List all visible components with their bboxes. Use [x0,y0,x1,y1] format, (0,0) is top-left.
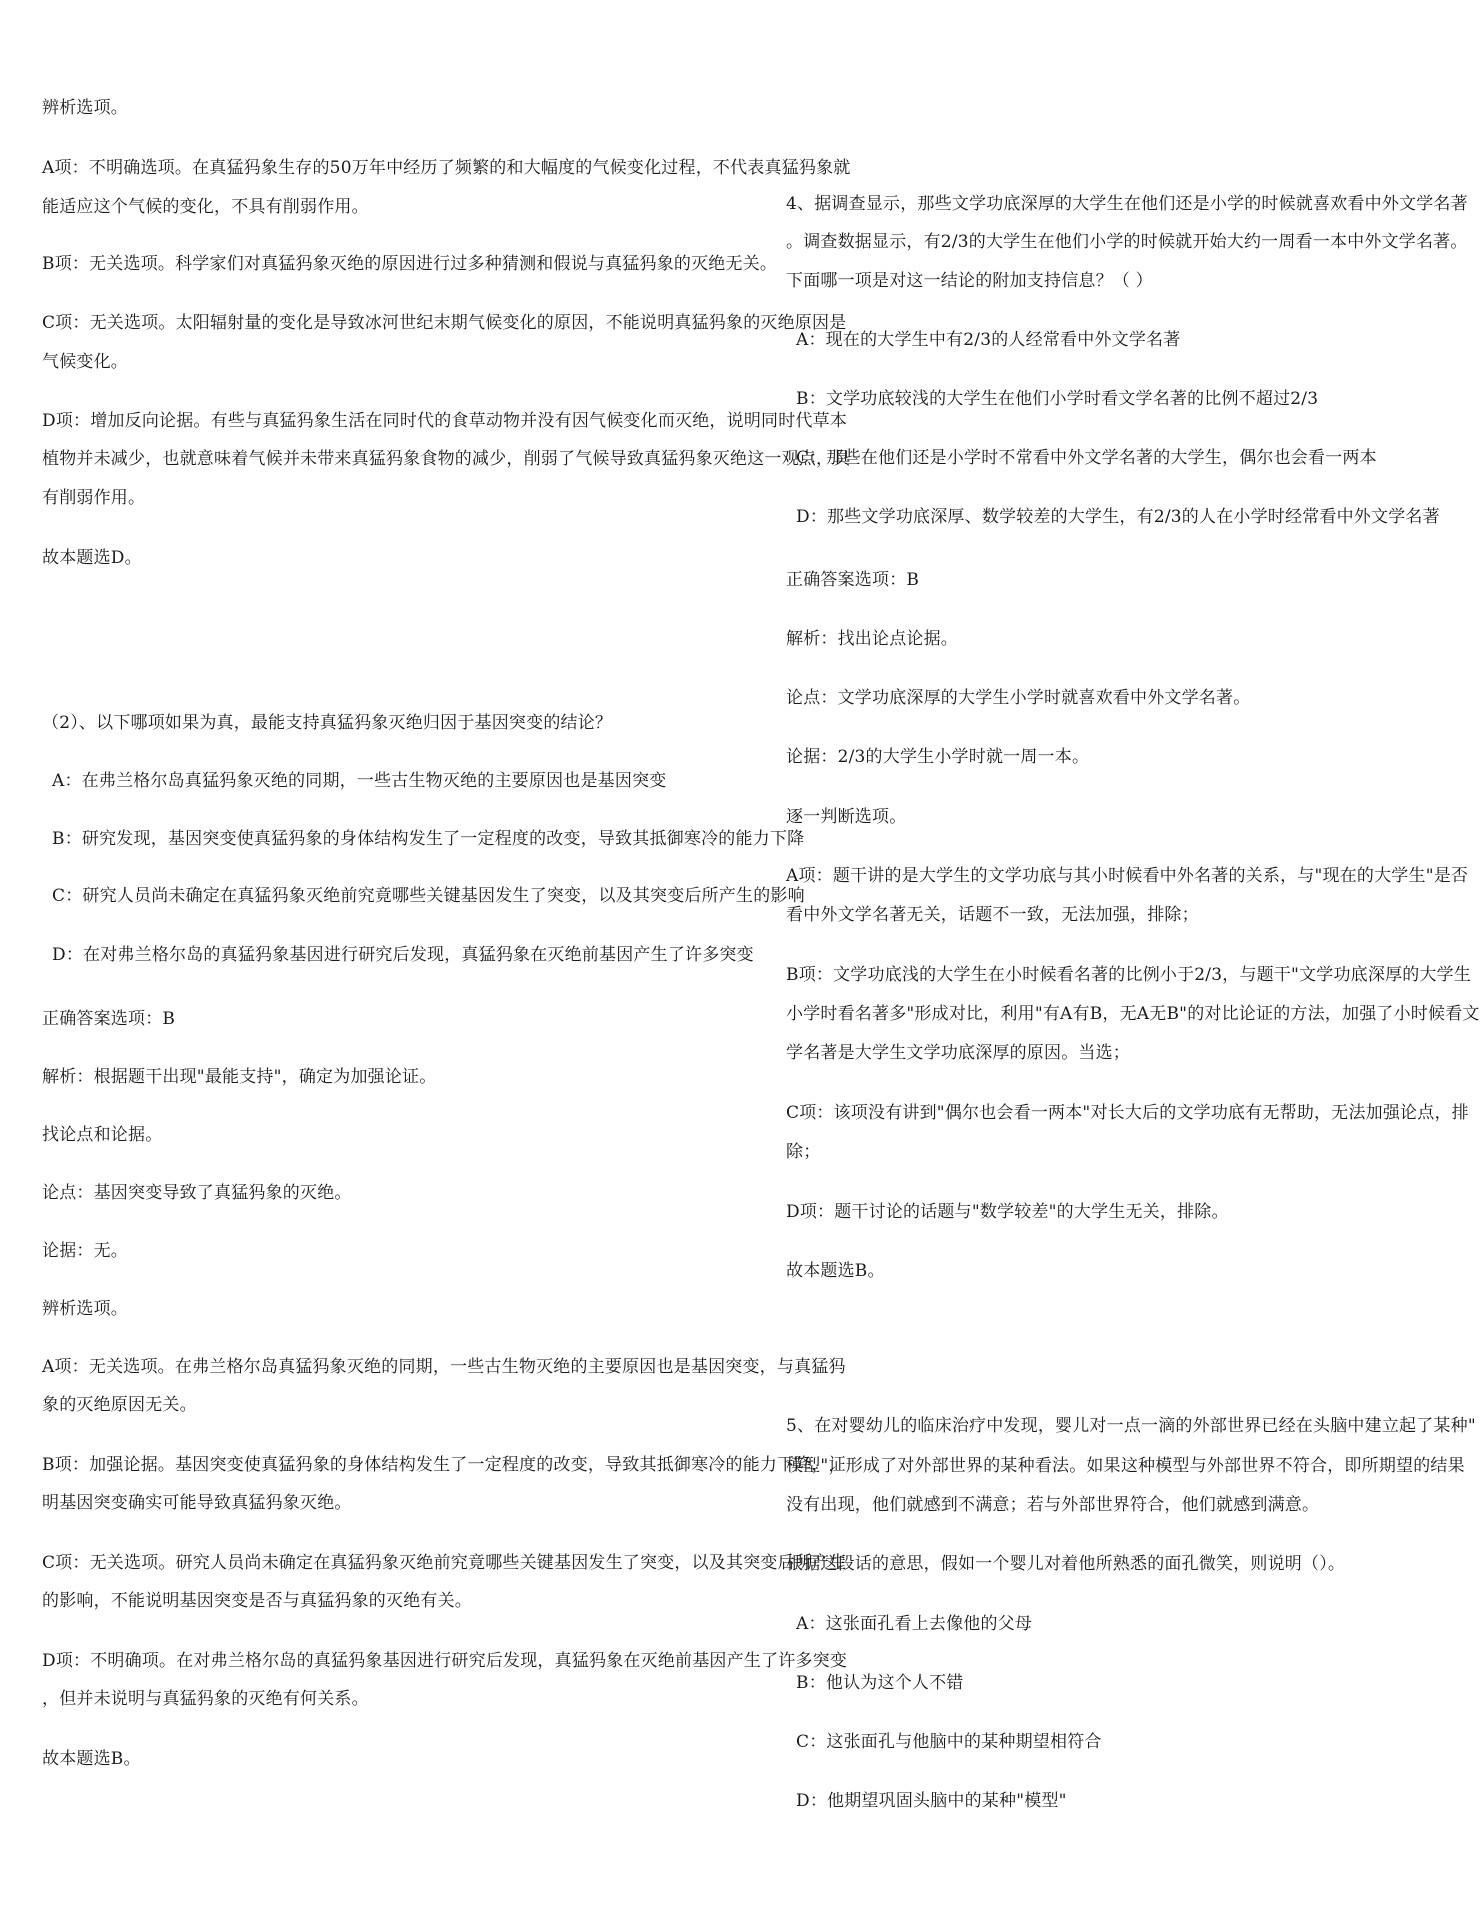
option-analysis-d-cont1: 植物并未减少，也就意味着气候并未带来真猛犸象食物的减少，削弱了气候导致真猛犸象灭绝这一观点，具 [42,449,851,469]
option-analysis-a-cont: 象的灭绝原因无关。 [42,1395,197,1415]
conclusion: 故本题选D。 [42,548,142,568]
option-analysis-c: C项：无关选项。研究人员尚未确定在真猛犸象灭绝前究竟哪些关键基因发生了突变，以及其突变后所产生 [42,1553,847,1573]
option-a: A：现在的大学生中有2/3的人经常看中外文学名著 [796,330,1181,350]
argument-evidence: 论据：无。 [42,1241,128,1261]
option-analysis-b-cont1: 小学时看名著多"形成对比，利用"有A有B，无A无B"的对比论证的方法，加强了小时候看文 [786,1004,1480,1024]
option-analysis-d-cont: ，但并未说明与真猛犸象的灭绝有何关系。 [42,1689,369,1709]
option-analysis-c-cont: 除； [786,1142,821,1162]
option-analysis-b: B项：无关选项。科学家们对真猛犸象灭绝的原因进行过多种猜测和假说与真猛犸象的灭绝无关。 [42,254,778,274]
option-c: C：这张面孔与他脑中的某种期望相符合 [796,1732,1102,1752]
argument-point: 论点：文学功底深厚的大学生小学时就喜欢看中外文学名著。 [786,688,1251,708]
option-b: B：文学功底较浅的大学生在他们小学时看文学名著的比例不超过2/3 [796,389,1319,409]
question-5-stem-cont1: 模型"，形成了对外部世界的某种看法。如果这种模型与外部世界不符合，即所期望的结果 [786,1456,1465,1476]
option-c: C：那些在他们还是小学时不常看中外文学名著的大学生，偶尔也会看一两本 [796,448,1377,468]
correct-answer: 正确答案选项：B [786,570,920,590]
question-4-stem: 4、据调查显示，那些文学功底深厚的大学生在他们还是小学的时候就喜欢看中外文学名著 [786,194,1468,214]
option-analysis-c: C项：无关选项。太阳辐射量的变化是导致冰河世纪末期气候变化的原因，不能说明真猛犸象的灭绝原因是 [42,313,847,333]
section-heading: 辨析选项。 [42,98,128,118]
option-analysis-d: D项：不明确项。在对弗兰格尔岛的真猛犸象基因进行研究后发现，真猛犸象在灭绝前基因产生了许多突变 [42,1651,848,1671]
conclusion: 故本题选B。 [42,1749,141,1769]
question-5-stem: 5、在对婴幼儿的临床治疗中发现，婴儿对一点一滴的外部世界已经在头脑中建立起了某种" [786,1416,1476,1436]
question-4-stem-cont2: 下面哪一项是对这一结论的附加支持信息？（ ） [786,271,1153,291]
option-a: A：在弗兰格尔岛真猛犸象灭绝的同期，一些古生物灭绝的主要原因也是基因突变 [52,771,667,791]
question-title: （2）、以下哪项如果为真，最能支持真猛犸象灭绝归因于基因突变的结论？ [42,713,613,733]
option-analysis-a: A项：无关选项。在弗兰格尔岛真猛犸象灭绝的同期，一些古生物灭绝的主要原因也是基因突变，与真猛犸 [42,1357,846,1377]
question-5-prompt: 根据这段话的意思，假如一个婴儿对着他所熟悉的面孔微笑，则说明（）。 [786,1554,1346,1574]
option-b: B：研究发现，基因突变使真猛犸象的身体结构发生了一定程度的改变，导致其抵御寒冷的能力下降 [52,829,805,849]
find-points: 找论点和论据。 [42,1125,163,1145]
option-analysis-b-cont: 明基因突变确实可能导致真猛犸象灭绝。 [42,1493,352,1513]
question-5-stem-cont2: 没有出现，他们就感到不满意；若与外部世界符合，他们就感到满意。 [786,1495,1320,1515]
explanation: 解析：找出论点论据。 [786,629,958,649]
option-b: B：他认为这个人不错 [796,1673,964,1693]
option-analysis-a-cont: 看中外文学名著无关，话题不一致，无法加强，排除； [786,905,1199,925]
option-analysis-d-cont2: 有削弱作用。 [42,488,146,508]
option-d: D：那些文学功底深厚、数学较差的大学生，有2/3的人在小学时经常看中外文学名著 [796,507,1440,527]
argument-point: 论点：基因突变导致了真猛犸象的灭绝。 [42,1183,352,1203]
option-d: D：他期望巩固头脑中的某种"模型" [796,1791,1067,1811]
option-analysis-b: B项：加强论据。基因突变使真猛犸象的身体结构发生了一定程度的改变，导致其抵御寒冷的能力下降，证 [42,1455,846,1475]
judge-options: 逐一判断选项。 [786,807,907,827]
option-analysis-a: A项：不明确选项。在真猛犸象生存的50万年中经历了频繁的和大幅度的气候变化过程，不代表真猛犸象就 [42,158,851,178]
option-analysis-d: D项：题干讨论的话题与"数学较差"的大学生无关，排除。 [786,1202,1229,1222]
option-analysis-b-cont2: 学名著是大学生文学功底深厚的原因。当选； [786,1043,1130,1063]
argument-evidence: 论据：2/3的大学生小学时就一周一本。 [786,747,1090,767]
option-analysis-c-cont: 气候变化。 [42,352,128,372]
option-analysis-c-cont: 的影响，不能说明基因突变是否与真猛犸象的灭绝有关。 [42,1591,472,1611]
explanation: 解析：根据题干出现"最能支持"，确定为加强论证。 [42,1067,437,1087]
option-analysis-b: B项：文学功底浅的大学生在小时候看名著的比例小于2/3，与题干"文学功底深厚的大学生 [786,965,1472,985]
option-analysis-a: A项：题干讲的是大学生的文学功底与其小时候看中外名著的关系，与"现在的大学生"是否 [786,866,1469,886]
question-4-stem-cont1: 。调查数据显示，有2/3的大学生在他们小学的时候就开始大约一周看一本中外文学名著。 [786,232,1468,252]
option-a: A：这张面孔看上去像他的父母 [796,1614,1033,1634]
conclusion: 故本题选B。 [786,1261,885,1281]
option-analysis-d: D项：增加反向论据。有些与真猛犸象生活在同时代的食草动物并没有因气候变化而灭绝，说明同时代草本 [42,411,848,431]
section-heading: 辨析选项。 [42,1299,128,1319]
option-d: D：在对弗兰格尔岛的真猛犸象基因进行研究后发现，真猛犸象在灭绝前基因产生了许多突变 [52,945,754,965]
option-analysis-a-cont: 能适应这个气候的变化，不具有削弱作用。 [42,197,369,217]
option-analysis-c: C项：该项没有讲到"偶尔也会看一两本"对长大后的文学功底有无帮助，无法加强论点，排 [786,1103,1469,1123]
correct-answer: 正确答案选项：B [42,1009,176,1029]
option-c: C：研究人员尚未确定在真猛犸象灭绝前究竟哪些关键基因发生了突变，以及其突变后所产生的影响 [52,886,805,906]
